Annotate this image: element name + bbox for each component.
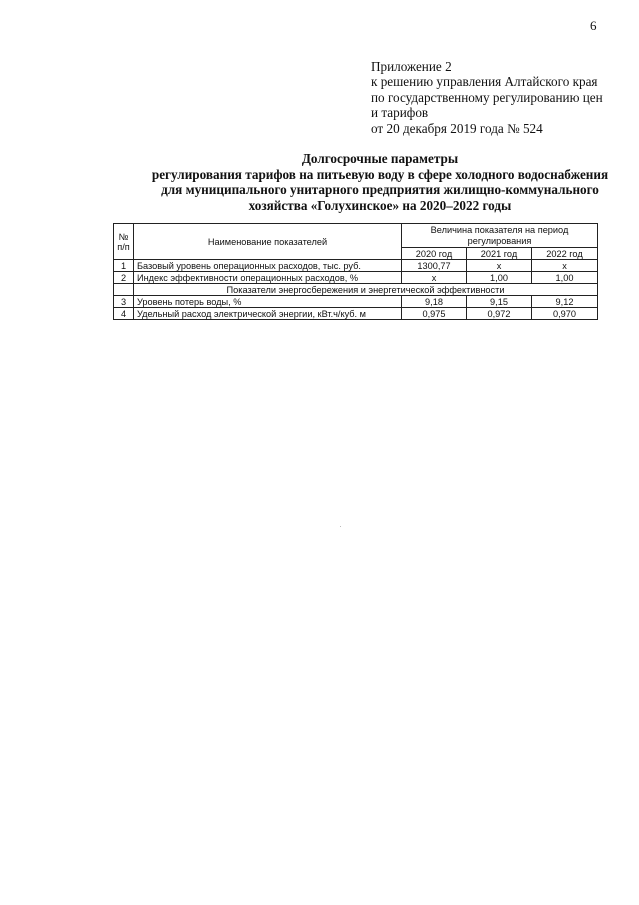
row-value: 0,972	[467, 308, 532, 320]
row-number: 2	[114, 272, 134, 284]
row-number: 1	[114, 260, 134, 272]
document-title	[100, 151, 639, 213]
page-number: 6	[590, 18, 597, 33]
row-value: x	[402, 272, 467, 284]
row-value: x	[467, 260, 532, 272]
row-name: Удельный расход электрической энергии, кВт.ч/куб. м	[134, 308, 402, 320]
col-header-year: 2020 год	[402, 248, 467, 260]
row-value: 9,12	[532, 296, 598, 308]
row-value: 1,00	[532, 272, 598, 284]
row-value: x	[532, 260, 598, 272]
table-header-row	[114, 224, 598, 248]
row-value: 0,975	[402, 308, 467, 320]
appendix-line: и тарифов	[371, 105, 429, 121]
row-value: 9,18	[402, 296, 467, 308]
section-heading: Показатели энергосбережения и энергетической эффективности	[134, 284, 598, 296]
col-header-name: Наименование показателей	[134, 224, 402, 260]
row-number: 4	[114, 308, 134, 320]
col-header-number: № п/п	[114, 224, 134, 260]
parameters-table	[113, 223, 598, 320]
col-header-year: 2021 год	[467, 248, 532, 260]
table-row	[114, 260, 598, 272]
appendix-line: от 20 декабря 2019 года № 524	[371, 120, 543, 136]
col-header-period: Величина показателя на период регулирования	[402, 224, 598, 248]
row-number: 3	[114, 296, 134, 308]
row-value: 0,970	[532, 308, 598, 320]
row-value: 1300,77	[402, 260, 467, 272]
row-name: Индекс эффективности операционных расходов, %	[134, 272, 402, 284]
section-spacer	[114, 284, 134, 296]
appendix-line: к решению управления Алтайского края	[371, 74, 598, 90]
appendix-line: по государственному регулированию цен	[371, 89, 603, 105]
row-value: 9,15	[467, 296, 532, 308]
col-header-year: 2022 год	[532, 248, 598, 260]
title-line: регулирования тарифов на питьевую воду в сфере холодного водоснабжения	[151, 166, 609, 182]
table-section-row	[114, 284, 598, 296]
appendix-line: Приложение 2	[371, 59, 452, 74]
scan-speck	[340, 526, 341, 527]
appendix-header	[371, 59, 603, 136]
title-line: Долгосрочные параметры	[301, 151, 459, 166]
table-row	[114, 308, 598, 320]
row-name: Уровень потерь воды, %	[134, 296, 402, 308]
table-row	[114, 296, 598, 308]
title-line: хозяйства «Голухинское» на 2020–2022 годы	[248, 197, 512, 213]
row-name: Базовый уровень операционных расходов, тыс. руб.	[134, 260, 402, 272]
row-value: 1,00	[467, 272, 532, 284]
title-line: для муниципального унитарного предприятия жилищно-коммунального	[161, 182, 599, 198]
table-row	[114, 272, 598, 284]
